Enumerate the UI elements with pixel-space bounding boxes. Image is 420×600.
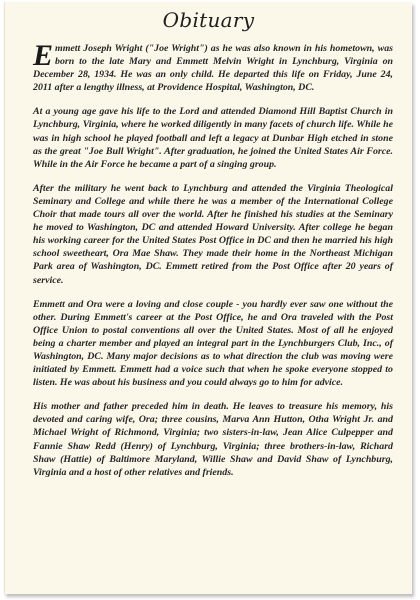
- paragraph-marriage: [33, 298, 393, 390]
- paragraph-birth: [33, 39, 393, 94]
- obituary-page: [4, 2, 412, 594]
- paragraph-text: His mother and father preceded him in death. He leaves to treasure his memory, his devoted and caring wife, Ora; three cousins, Marva Ann Hutton, Otha Wright Jr. and Michael Wright of Richmond, Virginia; two sisters-in-law, Jean Alice Culpepper and Fannie Shaw Redd (Henry) of Lynchburg, Virginia; three brothers-in-law, Richard Shaw (Hattie) of Baltimore Maryland, Willie Shaw and David Shaw of Lynchburg, Virginia and a host of other relatives and friends.: [33, 401, 393, 478]
- paragraph-text: After the military he went back to Lynchburg and attended the Virginia Theological Seminary and College and while there he was a member of the International College Choir that made tours all over the world. After he finished his studies at the Seminary he moved to Washington, DC and attended Howard University. After college he began his working career for the United States Post Office in DC and then he married his high school sweetheart, Ora Mae Shaw. They made their home in the Northeast Michigan Park area of Washington, DC. Emmett retired from the Post Office after 20 years of service.: [33, 182, 393, 286]
- paragraph-youth: [33, 105, 393, 170]
- paragraph-career: [33, 182, 393, 287]
- paragraph-text: At a young age gave his life to the Lord and attended Diamond Hill Baptist Church in Lynchburg, Virginia, where he worked diligently in many facets of church life. While he was in high school he played football and left a legacy at Dunbar High etched in stone as the great "Joe Bull Wright". After graduation, he joined the United States Air Force. While in the Air Force he became a part of a singing group.: [33, 106, 393, 170]
- paragraph-text: Emmett and Ora were a loving and close couple - you hardly ever saw one without the other. During Emmett's career at the Post Office, he and Ora traveled with the Post Office Union to postal conventions all over the United States. Most of all he enjoyed being a charter member and played an integral part in the Lynchburgers Club, Inc., of Washington, DC. Many major decisions as to what direction the club was moving were initiated by Emmett. Emmett had a voice such that when he spoke everyone stopped to listen. He was about his business and you could always go to him for advice.: [33, 298, 393, 389]
- obituary-body: [33, 39, 393, 490]
- paragraph-text: mmett Joseph Wright ("Joe Wright") as he was also known in his hometown, was born to the late Mary and Emmett Melvin Wright in Lynchburg, Virginia on December 28, 1934. He was an only child. He departed this life on Friday, June 24, 2011 after a lengthy illness, at Providence Hospital, Washington, DC.: [33, 43, 393, 94]
- paragraph-survivors: [33, 400, 393, 479]
- page-title: Obituary: [162, 8, 255, 32]
- drop-cap: E: [33, 39, 54, 72]
